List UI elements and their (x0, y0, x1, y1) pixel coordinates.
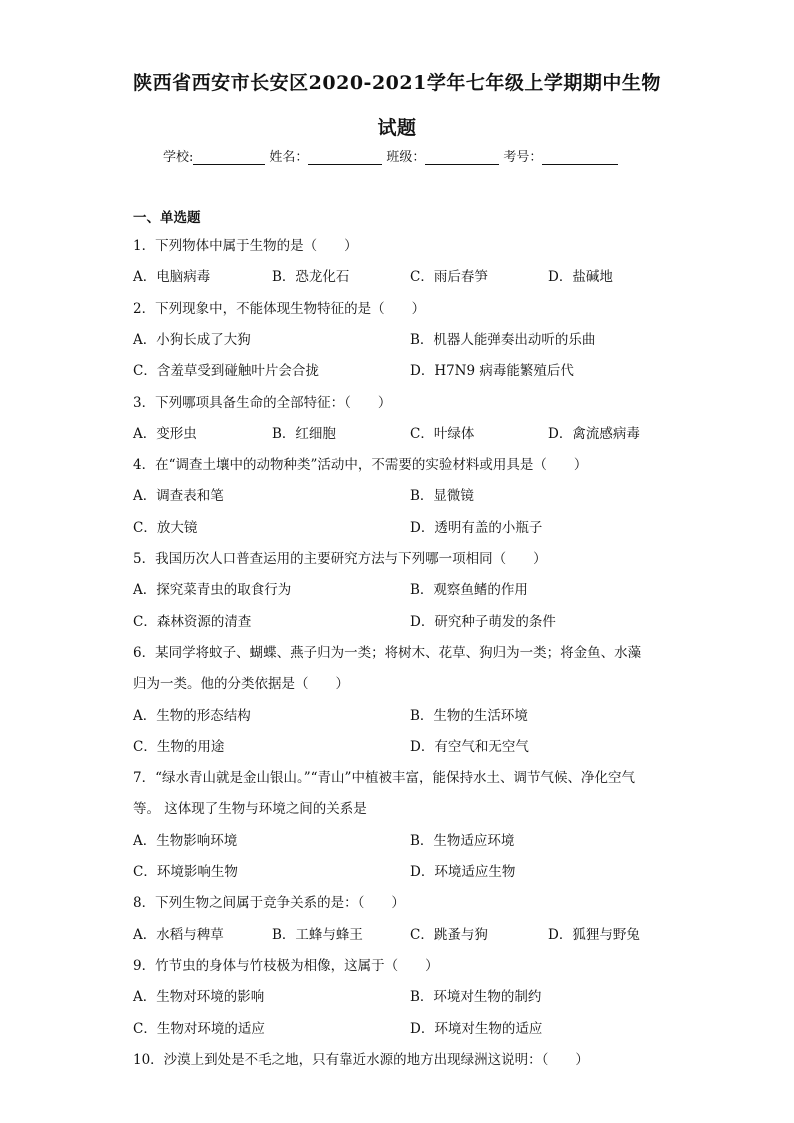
answer-option[interactable]: C．环境影响生物 (133, 864, 238, 880)
answer-option[interactable]: B．红细胞 (272, 425, 336, 442)
answer-option[interactable]: C．叶绿体 (410, 425, 475, 442)
question-stem: 1．下列物体中属于生物的是（ ） (133, 238, 358, 254)
answer-option[interactable]: C．放大镜 (133, 519, 198, 536)
answer-option[interactable]: B．生物的生活环境 (410, 707, 528, 724)
answer-option[interactable]: A．调查表和笔 (133, 488, 224, 505)
answer-option[interactable]: B．观察鱼鳍的作用 (410, 582, 528, 599)
page-title-line-2: 试题 (377, 117, 417, 139)
answer-option[interactable]: D．环境适应生物 (410, 864, 516, 880)
page-title-line-1: 陕西省西安市长安区2020-2021学年七年级上学期期中生物 (133, 72, 661, 94)
question-stem: 6．某同学将蚊子、蝴蝶、燕子归为一类；将树木、花草、狗归为一类；将金鱼、水藻 (133, 644, 642, 661)
question-stem: 归为一类。他的分类依据是（ ） (133, 676, 349, 693)
answer-option[interactable]: D．禽流感病毒 (548, 425, 640, 442)
answer-option[interactable]: D．环境对生物的适应 (410, 1020, 543, 1037)
question-stem: 3．下列哪项具备生命的全部特征：（ ） (133, 394, 392, 411)
answer-option[interactable]: A．电脑病毒 (133, 269, 211, 286)
answer-option[interactable]: A．变形虫 (133, 425, 197, 442)
answer-option[interactable]: B．工蜂与蜂王 (272, 926, 363, 943)
answer-option[interactable]: A．水稻与稗草 (133, 926, 224, 943)
answer-option[interactable]: C．含羞草受到碰触叶片会合拢 (133, 363, 319, 380)
answer-option[interactable]: B．机器人能弹奏出动听的乐曲 (410, 331, 596, 348)
answer-option[interactable]: A．探究菜青虫的取食行为 (133, 582, 292, 599)
name-label: 姓名： (269, 150, 309, 165)
answer-option[interactable]: D．H7N9 病毒能繁殖后代 (410, 363, 574, 380)
answer-option[interactable]: C．森林资源的清查 (133, 613, 252, 630)
answer-option[interactable]: B．生物适应环境 (410, 832, 515, 849)
question-stem: 7．“绿水青山就是金山银山。”“青山”中植被丰富，能保持水土、调节气候、净化空气 (133, 770, 635, 787)
answer-option[interactable]: D．有空气和无空气 (410, 738, 529, 755)
answer-option[interactable]: D．研究种子萌发的条件 (410, 613, 556, 630)
school-label: 学校: (163, 150, 194, 165)
question-stem: 等。 这体现了生物与环境之间的关系是 (133, 801, 367, 818)
class-label: 班级： (386, 150, 426, 165)
question-stem: 2．下列现象中，不能体现生物特征的是（ ） (133, 300, 426, 317)
section-heading: 一、单选题 (133, 210, 201, 226)
school-blank[interactable] (193, 150, 265, 165)
question-stem: 5．我国历次人口普查运用的主要研究方法与下列哪一项相同（ ） (133, 551, 547, 567)
answer-option[interactable]: B．环境对生物的制约 (410, 989, 542, 1006)
question-stem: 8．下列生物之间属于竞争关系的是：（ ） (133, 895, 405, 912)
answer-option[interactable]: C．生物的用途 (133, 738, 225, 755)
answer-option[interactable]: A．生物的形态结构 (133, 707, 251, 724)
answer-option[interactable]: B．显微镜 (410, 488, 474, 505)
name-blank[interactable] (308, 150, 382, 165)
answer-option[interactable]: B．恐龙化石 (272, 269, 350, 286)
exam-number-label: 考号： (503, 150, 543, 165)
answer-option[interactable]: D．盐碱地 (548, 269, 613, 286)
answer-option[interactable]: D．透明有盖的小瓶子 (410, 519, 543, 536)
answer-option[interactable]: A．小狗长成了大狗 (133, 331, 251, 348)
answer-option[interactable]: A．生物对环境的影响 (133, 989, 265, 1006)
class-blank[interactable] (425, 150, 499, 165)
exam-number-blank[interactable] (542, 150, 618, 165)
answer-option[interactable]: D．狐狸与野兔 (548, 926, 640, 943)
answer-option[interactable]: C．生物对环境的适应 (133, 1020, 265, 1037)
answer-option[interactable]: C．跳蚤与狗 (410, 926, 488, 943)
student-info-row (163, 146, 622, 165)
question-stem: 4．在“调查土壤中的动物种类”活动中，不需要的实验材料或用具是（ ） (133, 457, 588, 474)
question-stem: 10．沙漠上到处是不毛之地，只有靠近水源的地方出现绿洲这说明：（ ） (133, 1051, 589, 1068)
answer-option[interactable]: C．雨后春笋 (410, 269, 488, 286)
answer-option[interactable]: A．生物影响环境 (133, 832, 238, 849)
question-stem: 9．竹节虫的身体与竹枝极为相像，这属于（ ） (133, 957, 439, 974)
